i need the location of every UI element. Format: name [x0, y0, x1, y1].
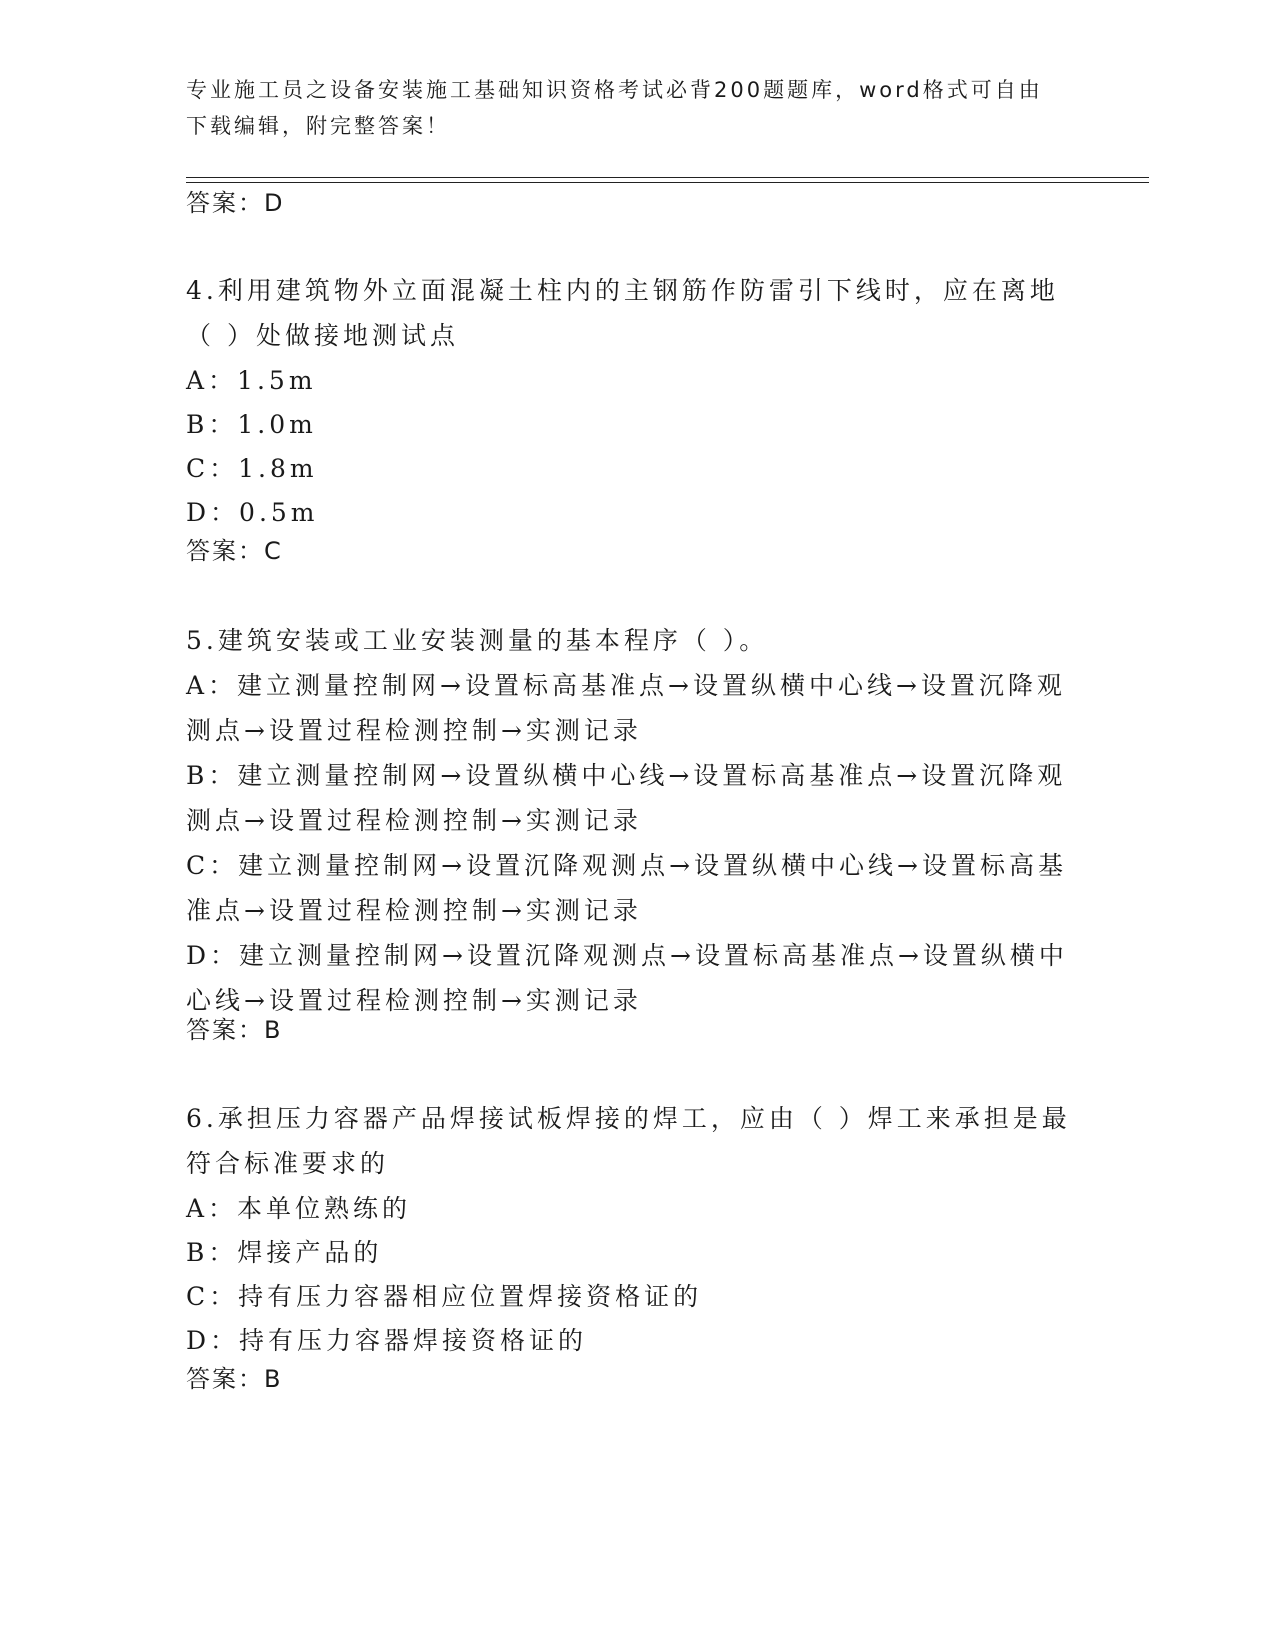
question-4	[186, 268, 1086, 534]
question-5-option-b-line-2: 测点→设置过程检测控制→实测记录	[186, 806, 642, 835]
question-5-stem: 5.建筑安装或工业安装测量的基本程序（ ）。	[186, 626, 769, 655]
question-5-option-b-line-1: B：建立测量控制网→设置纵横中心线→设置标高基准点→设置沉降观	[186, 761, 1067, 790]
question-5-option-a-line-1: A：建立测量控制网→设置标高基准点→设置纵横中心线→设置沉降观	[186, 671, 1066, 700]
question-5-option-d-line-2: 心线→设置过程检测控制→实测记录	[186, 986, 642, 1015]
header-divider-bottom	[186, 182, 1149, 183]
question-4-option-a: A：1.5m	[186, 366, 317, 395]
question-5	[186, 618, 1086, 1023]
question-5-option-a-line-2: 测点→设置过程检测控制→实测记录	[186, 716, 642, 745]
header-divider-top	[186, 177, 1149, 178]
question-5-answer: 答案：B	[186, 1016, 283, 1044]
question-4-option-c: C：1.8m	[186, 454, 318, 483]
question-6-stem-line-2: 符合标准要求的	[186, 1149, 390, 1178]
question-5-option-c-line-2: 准点→设置过程检测控制→实测记录	[186, 896, 642, 925]
question-6-option-c: C：持有压力容器相应位置焊接资格证的	[186, 1282, 703, 1311]
question-4-stem-line-1: 4.利用建筑物外立面混凝土柱内的主钢筋作防雷引下线时，应在离地	[186, 276, 1059, 305]
question-6-answer: 答案：B	[186, 1365, 283, 1393]
question-6-option-d: D：持有压力容器焊接资格证的	[186, 1326, 588, 1355]
question-6	[186, 1096, 1086, 1362]
question-4-option-b: B：1.0m	[186, 410, 317, 439]
question-4-stem-line-2: （ ）处做接地测试点	[186, 321, 459, 350]
question-5-option-c-line-1: C：建立测量控制网→设置沉降观测点→设置纵横中心线→设置标高基	[186, 851, 1067, 880]
question-6-option-b: B：焊接产品的	[186, 1238, 383, 1267]
question-6-stem-line-1: 6.承担压力容器产品焊接试板焊接的焊工，应由（ ）焊工来承担是最	[186, 1104, 1071, 1133]
document-header	[186, 72, 1066, 144]
header-line-1: 专业施工员之设备安装施工基础知识资格考试必背200题题库，word格式可自由	[186, 78, 1043, 102]
header-line-2: 下载编辑，附完整答案！	[186, 114, 450, 138]
question-4-option-d: D：0.5m	[186, 498, 319, 527]
previous-answer: 答案：D	[186, 189, 285, 217]
question-5-option-d-line-1: D：建立测量控制网→设置沉降观测点→设置标高基准点→设置纵横中	[186, 941, 1068, 970]
question-6-option-a: A：本单位熟练的	[186, 1194, 412, 1223]
question-4-answer: 答案：C	[186, 537, 283, 565]
